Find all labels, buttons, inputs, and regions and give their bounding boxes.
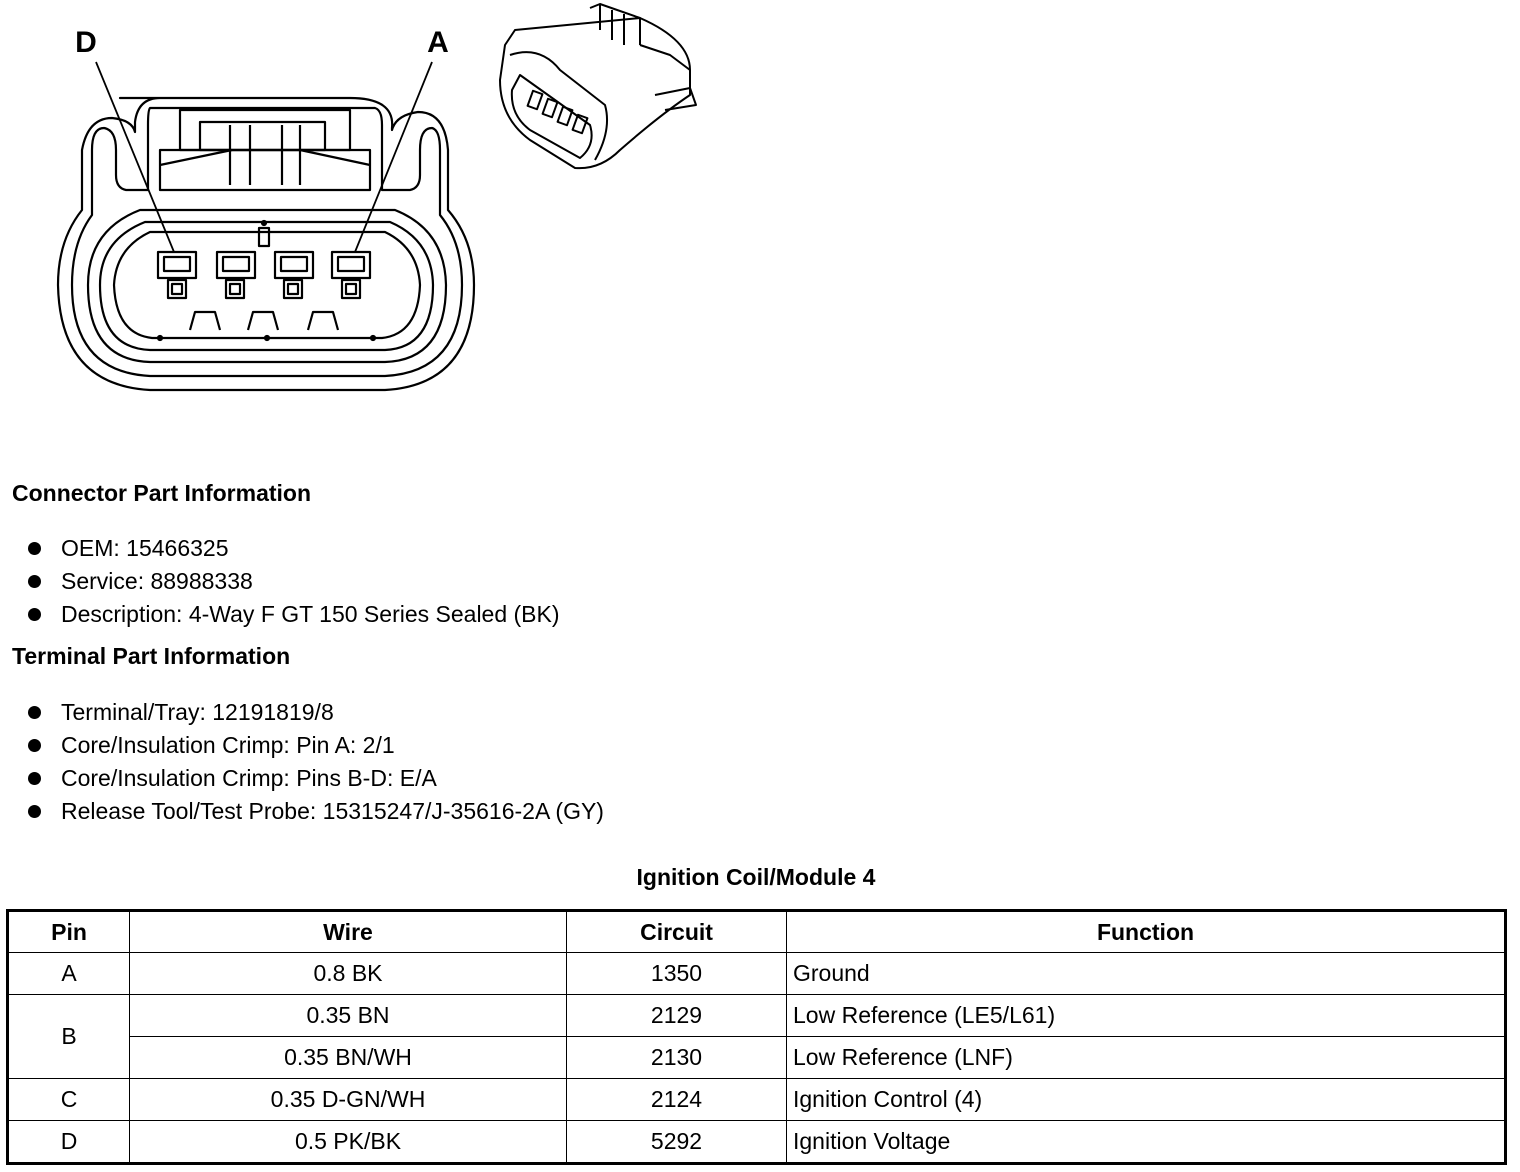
wire-cell: 0.35 BN (130, 995, 567, 1037)
list-item: Core/Insulation Crimp: Pin A: 2/1 (28, 729, 604, 762)
circuit-cell: 5292 (567, 1121, 787, 1164)
bullet-icon (28, 542, 41, 555)
function-cell: Ignition Voltage (787, 1121, 1506, 1164)
table-title: Ignition Coil/Module 4 (636, 864, 876, 890)
pin-cell: A (8, 953, 130, 995)
bullet-icon (28, 739, 41, 752)
circuit-cell: 1350 (567, 953, 787, 995)
wire-cell: 0.8 BK (130, 953, 567, 995)
connector-info-heading: Connector Part Information (12, 480, 312, 506)
bullet-icon (28, 805, 41, 818)
function-cell: Low Reference (LNF) (787, 1037, 1506, 1079)
pin-cell: B (8, 995, 130, 1079)
table-row (8, 953, 1506, 995)
function-cell: Ground (787, 953, 1506, 995)
callout-label-d: D (75, 26, 97, 59)
terminal-info-heading: Terminal Part Information (12, 643, 291, 669)
bullet-icon (28, 608, 41, 621)
circuit-cell: 2129 (567, 995, 787, 1037)
connector-housing-outer (58, 98, 474, 390)
bullet-icon (28, 706, 41, 719)
table-header-row (8, 911, 1506, 953)
list-item: Service: 88988338 (28, 565, 560, 598)
table-row (8, 1121, 1506, 1164)
bullet-icon (28, 575, 41, 588)
table-row (8, 1037, 1506, 1079)
list-item: Description: 4-Way F GT 150 Series Sealed (BK) (28, 598, 560, 631)
list-item: Terminal/Tray: 12191819/8 (28, 696, 604, 729)
pinout-table (6, 909, 1507, 1165)
pin-cell: D (8, 1121, 130, 1164)
connector-3d-illustration (500, 4, 696, 168)
function-cell: Ignition Control (4) (787, 1079, 1506, 1121)
column-header-circuit: Circuit (567, 911, 787, 953)
terminal-info-list (28, 696, 604, 828)
column-header-pin: Pin (8, 911, 130, 953)
callout-label-a: A (427, 26, 449, 59)
wire-cell: 0.35 BN/WH (130, 1037, 567, 1079)
column-header-function: Function (787, 911, 1506, 953)
column-header-wire: Wire (130, 911, 567, 953)
wire-cell: 0.5 PK/BK (130, 1121, 567, 1164)
circuit-cell: 2130 (567, 1037, 787, 1079)
function-cell: Low Reference (LE5/L61) (787, 995, 1506, 1037)
list-item: Core/Insulation Crimp: Pins B-D: E/A (28, 762, 604, 795)
connector-diagram (0, 0, 720, 410)
list-item: Release Tool/Test Probe: 15315247/J-35616-2A (GY) (28, 795, 604, 828)
list-item: OEM: 15466325 (28, 532, 560, 565)
wire-cell: 0.35 D-GN/WH (130, 1079, 567, 1121)
bullet-icon (28, 772, 41, 785)
pin-cell: C (8, 1079, 130, 1121)
table-row (8, 1079, 1506, 1121)
circuit-cell: 2124 (567, 1079, 787, 1121)
table-row (8, 995, 1506, 1037)
connector-info-list (28, 532, 560, 631)
callout-line-d (96, 62, 174, 252)
